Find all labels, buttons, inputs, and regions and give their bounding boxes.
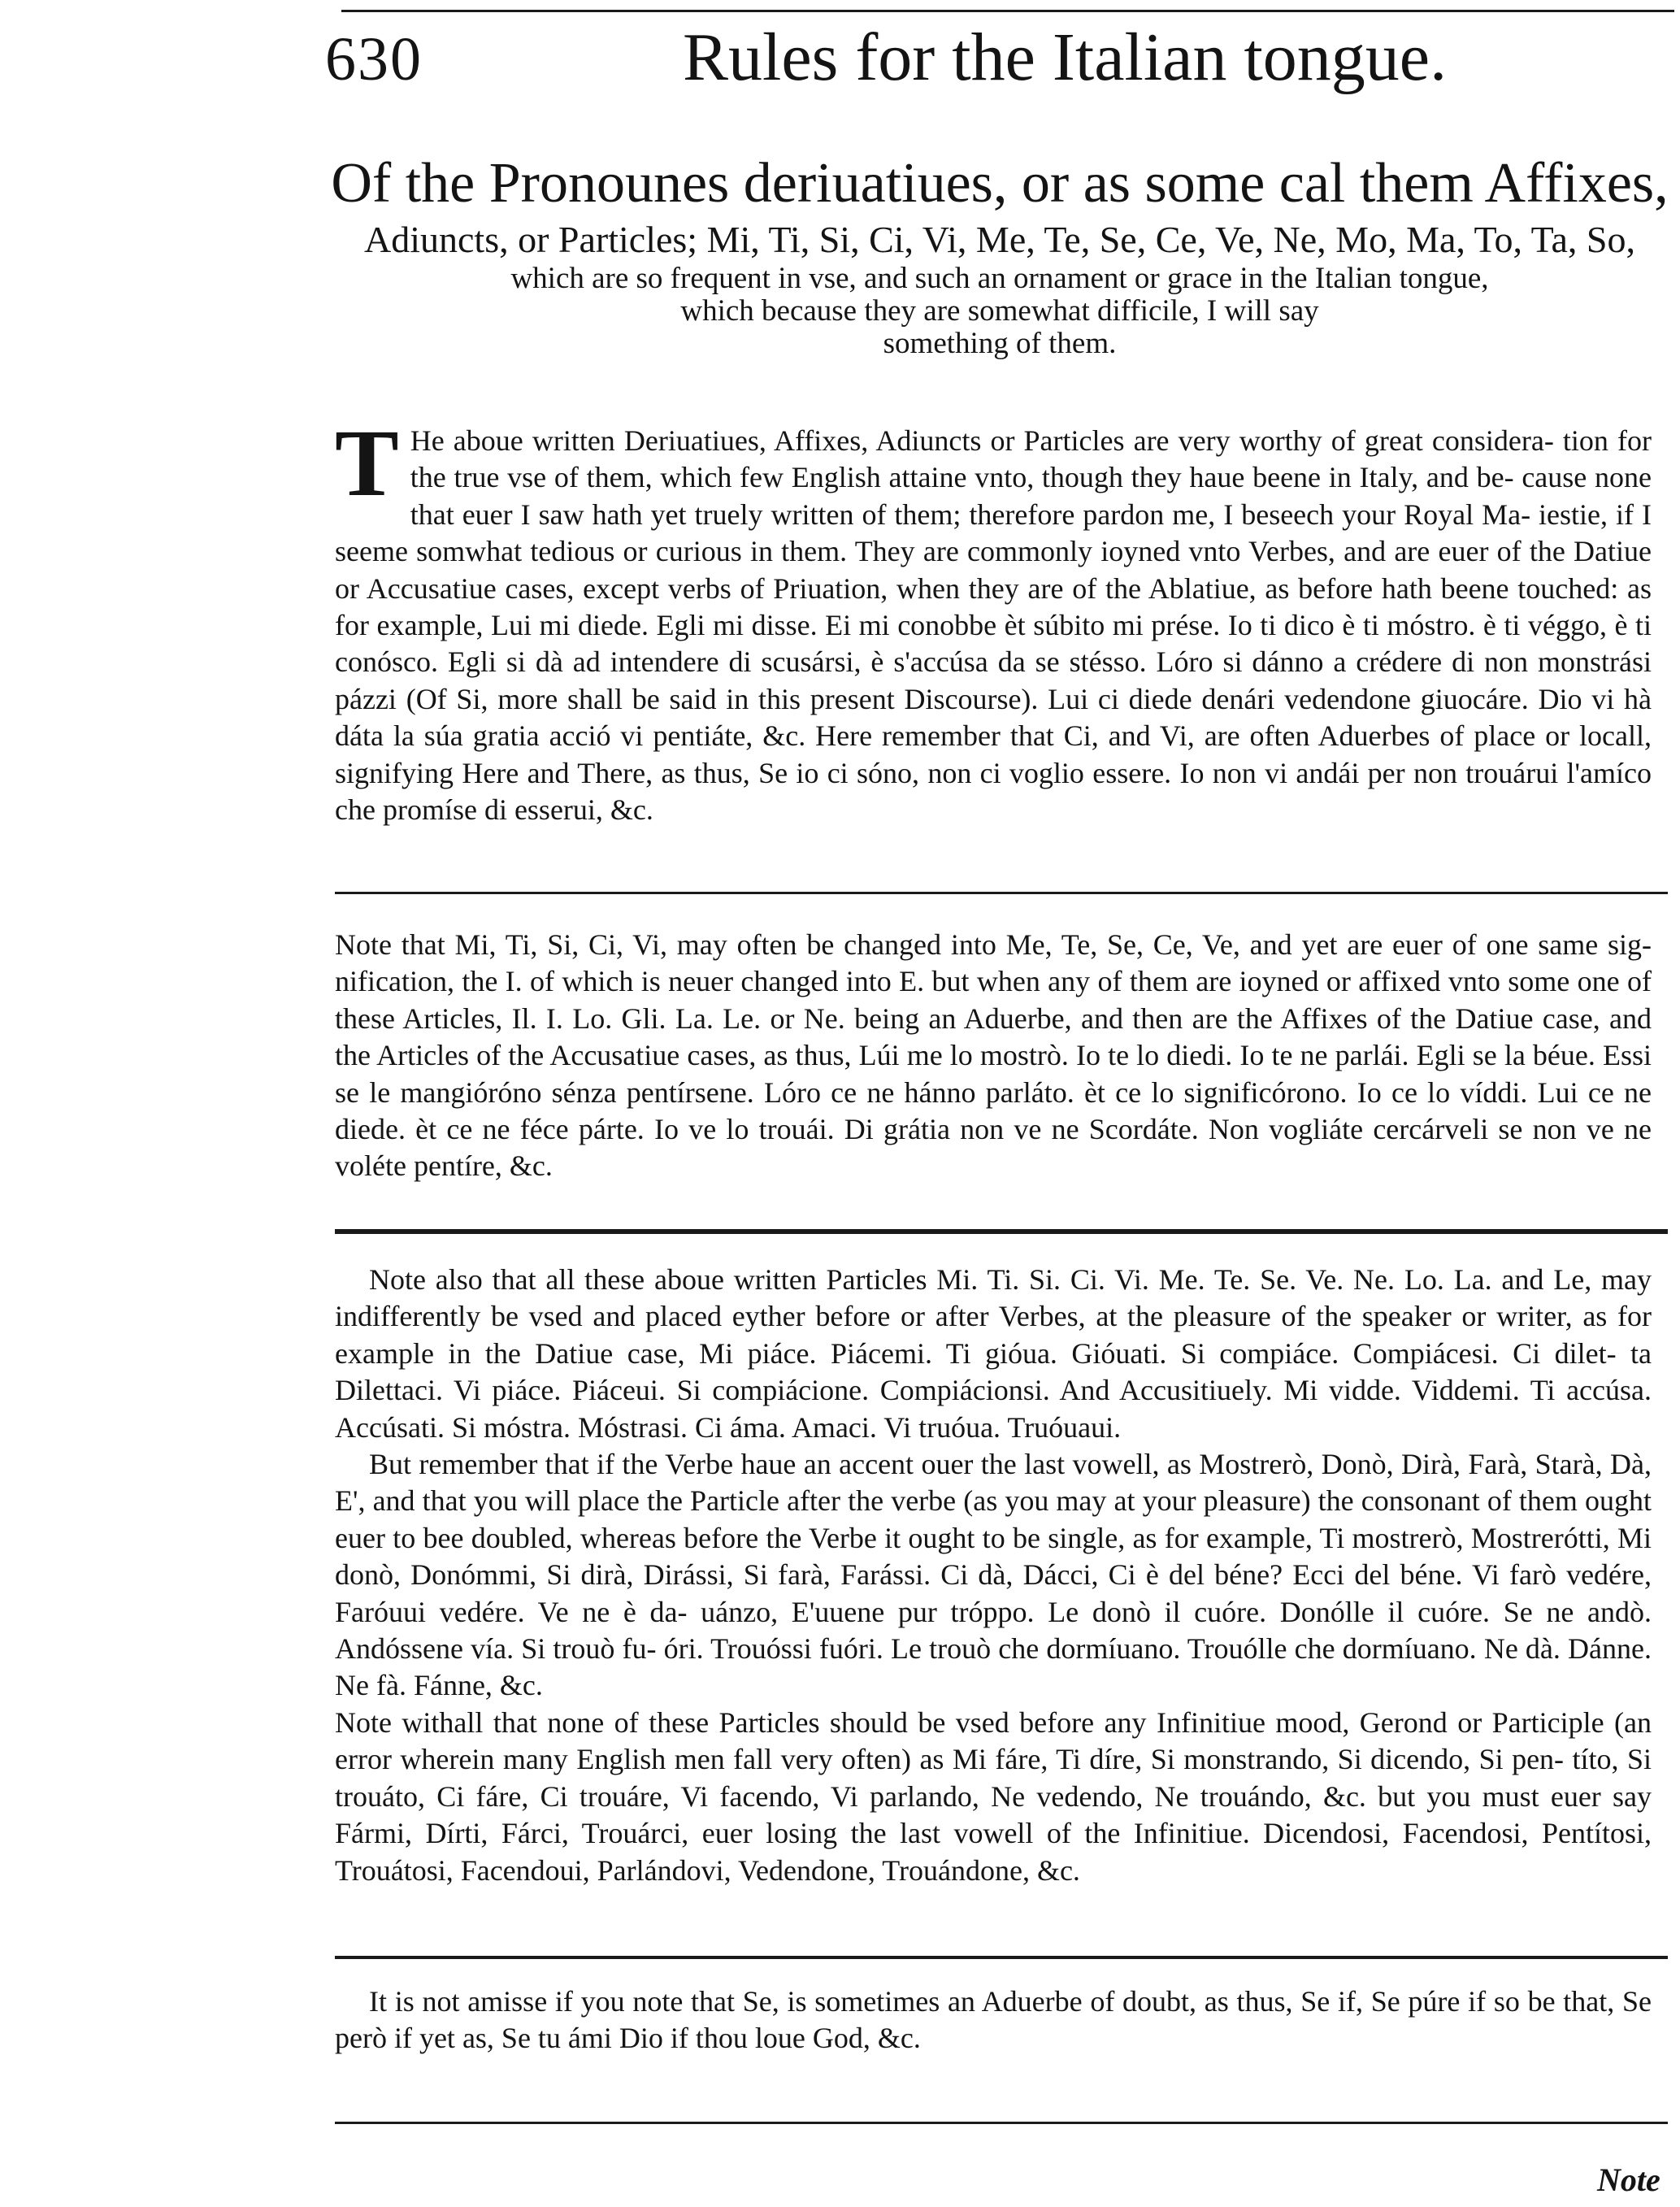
title-main: Of the Pronounes deriuatiues, or as some cal them Affixes,: [331, 152, 1669, 215]
paragraph-3-text: Note also that all these aboue written Particles Mi. Ti. Si. Ci. Vi. Me. Te. Se. Ve. Ne. Lo. La. and Le, may indifferently be vsed and placed eyther before or after Verbes, at the pleasure of the speaker or writer, as for example in the Datiue case, Mi piáce. Piácemi. Ti gióua. Gióuati. Si compiáce. Compiácesi. Ci dilet- ta Dilettaci. Vi piáce. Piáceui. Si compiácione. Compiácionsi. And Accusitiuely. Mi vidde. Viddemi. Ti accúsa. Accúsati. Si móstra. Móstrasi. Ci áma. Amaci. Vi truóua. Truóuaui.: [335, 1263, 1652, 1444]
divider-rule: [335, 1229, 1668, 1234]
section-title: [325, 150, 1674, 360]
divider-rule: [335, 892, 1668, 894]
header-rule: [341, 10, 1674, 12]
catchword: Note: [1597, 2161, 1660, 2198]
paragraph-2-text: Note that Mi, Ti, Si, Ci, Vi, may often be changed into Me, Te, Se, Ce, Ve, and yet are euer of one same sig- nification, the I. of which is neuer changed into E. but when any of them are ioyned or affixed vnto some one of these Articles, Il. I. Lo. Gli. La. Le. or Ne. being an Aduerbe, and then are the Affixes of the Datiue case, and the Articles of the Accusatiue cases, as thus, Lúi me lo mostrò. Io te lo diedi. Io te ne parlái. Egli se la béue. Essi se le mangióróno sénza pentírsene. Lóro ce ne hánno parláto. èt ce lo significórono. Io ce lo víddi. Lui ce ne diede. èt ce ne féce párte. Io ve lo trouái. Di grátia non ve ne Scordáte. Non vogliáte cercárveli se non ve ne voléte pentíre, &c.: [335, 928, 1652, 1183]
paragraph-6-text: It is not amisse if you note that Se, is sometimes an Aduerbe of doubt, as thus, Se if, Se púre if so be that, Se però if yet as, Se tu ámi Dio if thou loue God, &c.: [335, 1985, 1652, 2055]
divider-rule: [335, 2122, 1668, 2124]
page-header: [325, 0, 1674, 106]
paragraph-note-also: [335, 1262, 1652, 1889]
page-number: 630: [325, 25, 423, 93]
paragraph-note-changed: [335, 927, 1652, 1185]
title-line-4: which because they are somewhat difficile, I will say: [680, 294, 1319, 328]
running-title: Rules for the Italian tongue.: [683, 20, 1448, 95]
drop-cap: T: [335, 410, 399, 516]
paragraph-1-text: He aboue written Deriuatiues, Affixes, Adiuncts or Particles are very worthy of great considera- tion for the true vse of them, which few English attaine vnto, though they haue beene in Italy, and be- cause none that euer I saw hath yet truely written of them; therefore pardon me, I beseech your Royal Ma- iestie, if I seeme somwhat tedious or curious in them. They are commonly ioyned vnto Verbes, and are euer of the Datiue or Accusatiue cases, except verbs of Priuation, when they are of the Ablatiue, as before hath beene touched: as for example, Lui mi diede. Egli mi disse. Ei mi conobbe èt súbito mi prése. Io ti dico è ti móstro. è ti véggo, è ti conósco. Egli si dà ad intendere di scusársi, è s'accúsa da se stésso. Lóro si dánno a crédere di non monstrási pázzi (Of Si, more shall be said in this present Discourse). Lui ci diede denári vedendone giuocáre. Dio vi hà dáta la súa gratia acció vi pentiáte, &c. Here remember that Ci, and Vi, are often Aduerbes of place or locall, signifying Here and There, as thus, Se io ci sóno, non ci voglio essere. Io non vi andái per non trouárui l'amíco che promíse di esserui, &c.: [335, 424, 1652, 827]
paragraph-deriuatiues: [335, 410, 1652, 828]
divider-rule: [335, 1956, 1668, 1959]
paragraph-se-aduerbe: [335, 1983, 1652, 2057]
title-line-3: which are so frequent in vse, and such an ornament or grace in the Italian tongue,: [510, 262, 1489, 295]
title-subtitle: Adiuncts, or Particles; Mi, Ti, Si, Ci, Vi, Me, Te, Se, Ce, Ve, Ne, Mo, Ma, To, Ta, So,: [364, 219, 1635, 260]
paragraph-4-text: But remember that if the Verbe haue an accent ouer the last vowell, as Mostrerò, Donò, Dirà, Farà, Starà, Dà, E', and that you will place the Particle after the verbe (as you may at your pleasure) the consonant of them ought euer to bee doubled, whereas before the Verbe it ought to be single, as for example, Ti mostrerò, Mostrerótti, Mi donò, Donómmi, Si dirà, Dirássi, Si farà, Farássi. Ci dà, Dácci, Ci è del béne? Ecci del béne. Vi farò vedére, Faróuui vedére. Ve ne è da- uánzo, E'uuene pur tróppo. Le donò il cuóre. Donólle il cuóre. Se ne andò. Andóssene vía. Si trouò fu- óri. Trouóssi fuóri. Le trouò che dormíuano. Trouólle che dormíuano. Ne dà. Dánne. Ne fà. Fánne, &c.: [335, 1448, 1652, 1702]
paragraph-5-text: Note withall that none of these Particles should be vsed before any Infinitiue mood, Gerond or Participle (an error wherein many English men fall very often) as Mi fáre, Ti díre, Si monstrando, Si dicendo, Si pen- títo, Si trouáto, Ci fáre, Ci trouáre, Vi facendo, Vi parlando, Ne vedendo, Ne trouándo, &c. but you must euer say Fármi, Dírti, Fárci, Trouárci, euer losing the last vowell of the Infinitiue. Dicendosi, Facendosi, Pentítosi, Trouátosi, Facendoui, Parlándovi, Vedendone, Trouándone, &c.: [335, 1705, 1652, 1887]
title-line-5: something of them.: [883, 327, 1117, 360]
